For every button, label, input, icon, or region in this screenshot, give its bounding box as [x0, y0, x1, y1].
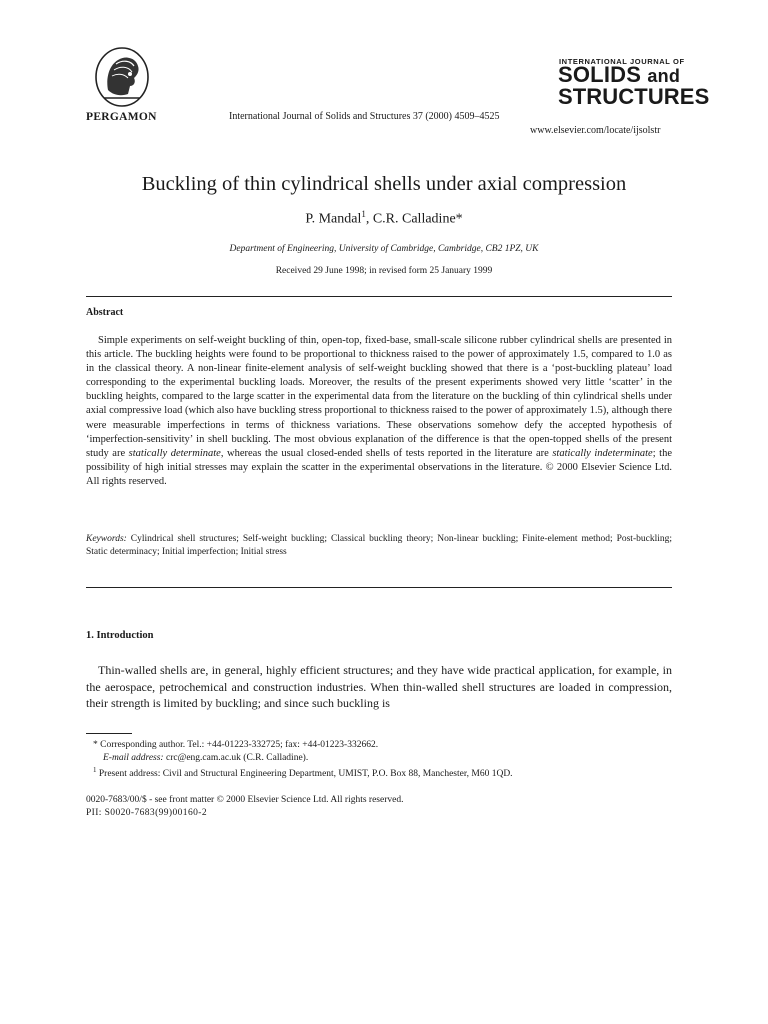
section-heading-introduction: 1. Introduction [86, 630, 154, 641]
abstract-emph-indeterminate: statically indeterminate [552, 447, 653, 459]
received-dates: Received 29 June 1998; in revised form 25 January 1999 [275, 266, 493, 276]
abstract-part2: , whereas the usual closed-ended shells of tests reported in the literature are [220, 447, 553, 459]
introduction-paragraph: Thin-walled shells are, in general, highly efficient structures; and they have wide practical application, for example, in the aerospace, petrochemical and construction industries. When thin-walled shell structures are loaded in compression, their strength is limited by buckling; and since such buckling is [86, 663, 672, 710]
abstract-part1: Simple experiments on self-weight buckling of thin, open-top, fixed-base, small-scale silicone rubber cylindrical shells are presented in this article. The buckling heights were found to be proportional to thickness raised to the power of approximately 1.5, compared to 1.0 as in the classical theory. A non-linear finite-element analysis of self-weight buckling showed that there is a ‘post-buckling plateau’ load corresponding to the experimental buckling loads. Moreover, the results of the present experiments showed very little ‘scatter’ in the buckling heights, compared to the large scatter in the experimental data from the literature on the buckling of thin cylindrical shells under axial compressive load (which also have buckling stress proportional to thickness raised to the power of approximately 1.5), although there were measurable imperfections in terms of thickness variations. These observations somehow defy the accepted hypothesis of ‘imperfection-sensitivity’ in shell buckling. The most obvious explanation of the difference is that the open-topped shells of the present study are [86, 335, 672, 459]
journal-brand-line2: STRUCTURES [558, 84, 710, 109]
keywords-label: Keywords: [86, 534, 127, 544]
article-title: Buckling of thin cylindrical shells under axial compression [141, 173, 627, 195]
footnote-email [103, 753, 308, 763]
author-separator: , [365, 211, 373, 227]
email-label: E-mail address: [103, 753, 164, 763]
footnote-rule [86, 733, 132, 734]
author-calladine: C.R. Calladine* [372, 211, 463, 227]
abstract-body [86, 334, 672, 489]
keywords-text: Cylindrical shell structures; Self-weight buckling; Classical buckling theory; Non-linear buckling; Finite-element method; Post-buckling; Static determinacy; Initial imperfection; Initial stress [86, 534, 672, 557]
abstract-heading: Abstract [86, 307, 124, 318]
email-text: crc@eng.cam.ac.uk (C.R. Calladine). [163, 753, 309, 763]
publisher-logo-icon [94, 46, 150, 108]
brand-solids: SOLIDS [558, 62, 642, 87]
brand-and: and [647, 66, 681, 86]
footnote-corresponding: * Corresponding author. Tel.: +44-01223-332725; fax: +44-01223-332662. [93, 740, 379, 750]
abstract-top-rule [86, 296, 672, 297]
abstract-bottom-rule [86, 587, 672, 588]
author-mandal: P. Mandal [305, 211, 362, 227]
present-address-text: Present address: Civil and Structural Engineering Department, UMIST, P.O. Box 88, Manchester, M60 1QD. [96, 769, 513, 780]
keywords [86, 533, 672, 558]
footnote-present-address [93, 766, 513, 779]
publisher-name: PERGAMON [86, 111, 157, 123]
author-footnote-mark: 1 [361, 209, 366, 219]
journal-brand-top: INTERNATIONAL JOURNAL OF [559, 57, 685, 66]
abstract-emph-determinate: statically determinate [128, 447, 221, 459]
journal-citation: International Journal of Solids and Structures 37 (2000) 4509–4525 [229, 111, 500, 122]
journal-url[interactable]: www.elsevier.com/locate/ijsolstr [530, 125, 661, 136]
abstract-part3: ; the possibility of high initial stresses may explain the scatter in the experimental observations in the literature. © 2000 Elsevier Science Ltd. All rights reserved. [86, 447, 672, 487]
footnote-mark-1: 1 [93, 766, 97, 774]
authors [0, 209, 768, 228]
issn-line: 0020-7683/00/$ - see front matter © 2000 Elsevier Science Ltd. All rights reserved. [86, 795, 404, 805]
affiliation: Department of Engineering, University of Cambridge, Cambridge, CB2 1PZ, UK [229, 244, 539, 254]
pii-line: PII: S0020-7683(99)00160-2 [86, 808, 207, 818]
